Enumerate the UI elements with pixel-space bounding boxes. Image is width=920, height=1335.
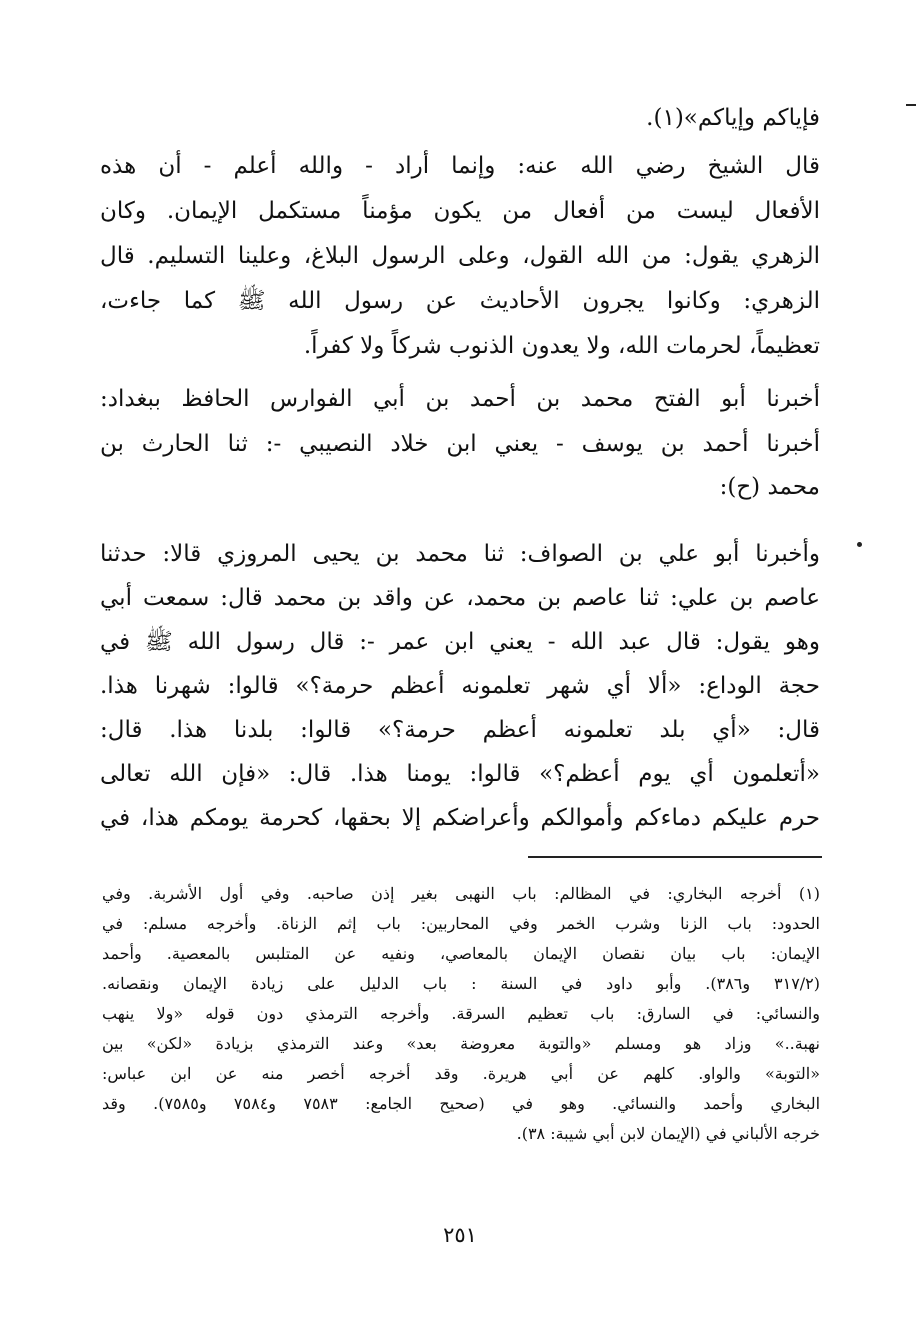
body-line: حجة الوداع: «ألا أي شهر تعلمونه أعظم حرمة؟» قالوا: شهرنا هذا. — [100, 673, 820, 699]
footnote-line: الحدود: باب الزنا وشرب الخمر وفي المحاربين: باب إثم الزناة. وأخرجه مسلم: في — [102, 914, 820, 933]
footnote-line: البخاري وأحمد والنسائي. وهو في (صحيح الجامع: ٧٥٨٣ و٧٥٨٤ و٧٥٨٥). وقد — [102, 1094, 820, 1113]
body-line: وهو يقول: قال عبد الله - يعني ابن عمر -: قال رسول الله ﷺ في — [100, 629, 820, 655]
footnote-line: نهبة..» وزاد هو ومسلم «والتوبة معروضة بعد» وعند الترمذي بزيادة «لكن» بين — [102, 1034, 820, 1053]
footnote-line: (١) أخرجه البخاري: في المظالم: باب النهبى بغير إذن صاحبه. وفي أول الأشربة. وفي — [102, 884, 820, 903]
footnote-line: خرجه الألباني في (الإيمان لابن أبي شيبة: ٣٨). — [516, 1124, 820, 1143]
body-line: تعظيماً، لحرمات الله، ولا يعدون الذنوب شركاً ولا كفراً. — [303, 333, 820, 359]
body-line: «أتعلمون أي يوم أعظم؟» قالوا: يومنا هذا. قال: «فإن الله تعالى — [100, 761, 820, 787]
body-line: عاصم بن علي: ثنا عاصم بن محمد، عن واقد بن محمد قال: سمعت أبي — [100, 585, 820, 611]
body-line: وأخبرنا أبو علي بن الصواف: ثنا محمد بن يحيى المروزي قالا: حدثنا — [100, 541, 820, 567]
body-line: الزهري يقول: من الله القول، وعلى الرسول البلاغ، وعلينا التسليم. قال — [100, 243, 820, 269]
body-line: حرم عليكم دماءكم وأموالكم وأعراضكم إلا بحقها، كحرمة يومكم هذا، في — [100, 805, 820, 831]
footnote-line: «التوبة» والواو. كلهم عن أبي هريرة. وقد أخرجه أخصر منه عن ابن عباس: — [102, 1064, 820, 1083]
body-line: أخبرنا أحمد بن يوسف - يعني ابن خلاد النصيبي -: ثنا الحارث بن — [100, 431, 820, 457]
margin-mark-top — [906, 104, 916, 106]
body-line: الأفعال ليست من أفعال من يكون مؤمناً مستكمل الإيمان. وكان — [100, 198, 820, 224]
footnote-line: والنسائي: في السارق: باب تعظيم السرقة. وأخرجه الترمذي دون قوله «ولا ينهب — [102, 1004, 820, 1023]
body-line: الزهري: وكانوا يجرون الأحاديث عن رسول الله ﷺ كما جاءت، — [100, 288, 820, 314]
footnote-line: (٣١٧/٢ و٣٨٦). وأبو داود في السنة : باب الدليل على زيادة الإيمان ونقصانه. — [102, 974, 820, 993]
page-number: ٢٥١ — [443, 1223, 477, 1247]
body-line: أخبرنا أبو الفتح محمد بن أحمد بن أبي الفوارس الحافظ ببغداد: — [100, 386, 820, 412]
footnote-separator — [528, 856, 822, 858]
body-line: فإياكم وإياكم»(١). — [646, 105, 820, 131]
body-line: قال: «أي بلد تعلمونه أعظم حرمة؟» قالوا: بلدنا هذا. قال: — [100, 717, 820, 743]
margin-dot — [857, 542, 862, 547]
body-line: قال الشيخ رضي الله عنه: وإنما أراد - والله أعلم - أن هذه — [100, 153, 820, 179]
body-line: محمد (ح): — [719, 474, 820, 500]
footnote-line: الإيمان: باب بيان نقصان الإيمان بالمعاصي، ونفيه عن المتلبس بالمعصية. وأحمد — [102, 944, 820, 963]
